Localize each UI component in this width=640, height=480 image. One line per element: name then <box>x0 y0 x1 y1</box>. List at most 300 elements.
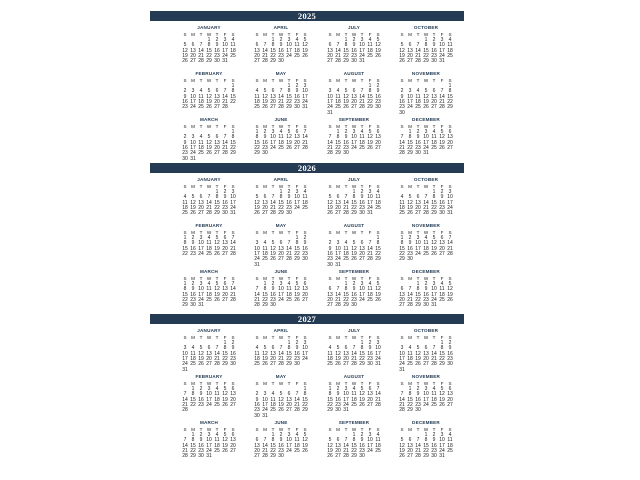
day-number: 19 <box>222 396 228 403</box>
day-number: 21 <box>423 204 429 211</box>
day-number: 25 <box>198 104 204 111</box>
day-number: 30 <box>302 256 308 263</box>
day-number: 29 <box>286 104 292 111</box>
day-number: 9 <box>344 134 348 141</box>
day-number: 21 <box>431 355 437 362</box>
day-number: 2 <box>344 129 348 135</box>
day-number: 21 <box>230 291 236 298</box>
weekday-label: S <box>400 32 404 37</box>
day-number: 10 <box>407 93 413 100</box>
day-number: 3 <box>263 391 267 398</box>
day-number: 4 <box>376 432 380 438</box>
day-number: 9 <box>215 42 219 49</box>
day-number: 4 <box>199 134 203 141</box>
day-number: 26 <box>294 296 300 303</box>
day-number: 4 <box>336 88 340 95</box>
day-number: 2 <box>432 37 436 43</box>
day-number: 20 <box>415 204 421 211</box>
day-number: 25 <box>286 296 292 303</box>
day-number: 22 <box>375 250 381 257</box>
month-february <box>181 374 237 418</box>
day-number: 5 <box>376 281 380 287</box>
day-number: 3 <box>432 281 436 287</box>
day-number: 16 <box>415 396 421 403</box>
day-number: 1 <box>183 235 187 241</box>
day-number: 26 <box>375 52 381 59</box>
day-number: 31 <box>206 453 212 460</box>
month-april <box>253 177 309 221</box>
day-number: 14 <box>198 47 204 54</box>
day-number: 10 <box>262 396 268 403</box>
day-number: 20 <box>214 98 220 105</box>
day-number: 20 <box>302 291 308 298</box>
day-number: 18 <box>278 139 284 146</box>
day-number: 13 <box>447 134 453 141</box>
calendar-page <box>150 11 464 467</box>
day-number: 12 <box>262 93 268 100</box>
day-number: 17 <box>431 291 437 298</box>
weekday-label: T <box>199 276 203 281</box>
day-number: 3 <box>400 345 404 352</box>
day-number: 30 <box>351 58 357 65</box>
day-number: 27 <box>198 210 204 217</box>
day-number: 12 <box>222 437 228 444</box>
weekday-label: S <box>376 78 380 83</box>
weekday-label: M <box>263 184 267 189</box>
day-number: 10 <box>359 42 365 49</box>
weekday-label: F <box>295 32 299 37</box>
day-number: 12 <box>262 350 268 357</box>
day-number: 24 <box>423 144 429 151</box>
weekday-label: W <box>206 230 212 235</box>
day-number: 18 <box>206 245 212 252</box>
day-number: 5 <box>271 240 275 247</box>
day-number: 18 <box>343 250 349 257</box>
day-number: 29 <box>359 361 365 368</box>
weekday-label: T <box>287 427 291 432</box>
day-number: 1 <box>223 340 227 346</box>
day-number: 27 <box>367 401 373 408</box>
weekday-label: T <box>432 32 436 37</box>
month-name: MAY <box>275 223 287 228</box>
day-number: 4 <box>416 88 420 95</box>
month-name: FEBRUARY <box>195 374 223 379</box>
weekday-label: S <box>328 32 332 37</box>
day-number: 10 <box>423 391 429 398</box>
day-number: 16 <box>375 93 381 100</box>
day-number: 7 <box>336 286 340 293</box>
day-number: 12 <box>431 240 437 247</box>
weekday-label: F <box>295 335 299 340</box>
weekday-label: W <box>206 184 212 189</box>
day-number: 13 <box>407 47 413 54</box>
day-number: 9 <box>352 42 356 49</box>
weekday-label: M <box>408 276 412 281</box>
weekday-label: S <box>303 381 307 386</box>
day-number: 20 <box>206 355 212 362</box>
day-number: 17 <box>327 98 333 105</box>
day-number: 19 <box>222 442 228 449</box>
weekday-label: W <box>278 276 284 281</box>
day-number: 17 <box>447 199 453 206</box>
day-number: 12 <box>415 350 421 357</box>
day-number: 27 <box>447 144 453 151</box>
day-number: 18 <box>431 139 437 146</box>
day-number: 18 <box>182 204 188 211</box>
day-number: 11 <box>351 391 357 398</box>
day-number: 13 <box>439 240 445 247</box>
day-number: 12 <box>270 245 276 252</box>
weekday-label: S <box>448 184 452 189</box>
weekday-label: T <box>344 276 348 281</box>
day-number: 16 <box>286 199 292 206</box>
day-number: 24 <box>375 355 381 362</box>
weekday-label: S <box>376 184 380 189</box>
day-number: 1 <box>303 386 307 392</box>
day-number: 4 <box>183 194 187 201</box>
day-number: 19 <box>439 396 445 403</box>
weekday-label: F <box>295 381 299 386</box>
weekday-label: T <box>215 230 219 235</box>
day-number: 14 <box>343 199 349 206</box>
day-number: 28 <box>415 58 421 65</box>
day-number: 4 <box>215 386 219 392</box>
day-number: 19 <box>294 291 300 298</box>
day-number: 24 <box>431 296 437 303</box>
day-number: 12 <box>182 47 188 54</box>
day-number: 1 <box>279 189 283 195</box>
day-number: 16 <box>415 139 421 146</box>
day-number: 18 <box>294 47 300 54</box>
day-number: 9 <box>231 345 235 352</box>
weekday-label: S <box>328 184 332 189</box>
day-number: 14 <box>343 442 349 449</box>
day-number: 12 <box>222 391 228 398</box>
weekday-label: S <box>328 381 332 386</box>
day-number: 16 <box>335 396 341 403</box>
day-number: 4 <box>199 88 203 95</box>
day-number: 15 <box>423 47 429 54</box>
day-number: 24 <box>270 144 276 151</box>
day-number: 2 <box>199 432 203 438</box>
day-number: 10 <box>367 194 373 201</box>
year-block-2026 <box>150 163 464 307</box>
day-number: 14 <box>294 396 300 403</box>
weekday-label: M <box>336 32 340 37</box>
day-number: 28 <box>262 453 268 460</box>
day-number: 6 <box>400 286 404 293</box>
day-number: 1 <box>368 83 372 89</box>
month-name: JANUARY <box>197 177 221 182</box>
day-number: 4 <box>400 194 404 201</box>
day-number: 24 <box>407 104 413 111</box>
day-number: 23 <box>222 204 228 211</box>
weekday-label: S <box>448 230 452 235</box>
day-number: 1 <box>352 432 356 438</box>
month-name: FEBRUARY <box>195 223 223 228</box>
day-number: 27 <box>190 58 196 65</box>
day-number: 22 <box>367 98 373 105</box>
weekday-label: T <box>344 381 348 386</box>
weekday-label: T <box>416 230 420 235</box>
day-number: 9 <box>400 93 404 100</box>
day-number: 30 <box>439 210 445 217</box>
day-number: 9 <box>408 240 412 247</box>
day-number: 21 <box>254 296 260 303</box>
weekday-label: M <box>263 78 267 83</box>
day-number: 5 <box>199 345 203 352</box>
day-number: 22 <box>270 52 276 59</box>
day-number: 10 <box>230 194 236 201</box>
day-number: 28 <box>351 361 357 368</box>
day-number: 20 <box>447 396 453 403</box>
day-number: 2 <box>432 432 436 438</box>
day-number: 2 <box>408 235 412 241</box>
day-number: 3 <box>303 340 307 346</box>
weekday-label: T <box>416 32 420 37</box>
day-number: 31 <box>423 150 429 157</box>
day-number: 25 <box>190 361 196 368</box>
weekday-label: W <box>423 335 429 340</box>
day-number: 7 <box>352 345 356 352</box>
day-number: 21 <box>214 355 220 362</box>
day-number: 3 <box>344 386 348 392</box>
weekday-label: T <box>360 32 364 37</box>
day-number: 18 <box>254 355 260 362</box>
day-number: 7 <box>328 134 332 141</box>
weekday-label: T <box>271 124 275 129</box>
weekday-label: T <box>432 184 436 189</box>
weekday-label: S <box>328 335 332 340</box>
day-number: 6 <box>352 88 356 95</box>
day-number: 28 <box>359 104 365 111</box>
day-number: 29 <box>182 302 188 309</box>
day-number: 21 <box>343 204 349 211</box>
day-number: 16 <box>190 291 196 298</box>
weekday-label: F <box>223 124 227 129</box>
day-number: 15 <box>190 442 196 449</box>
weekday-label: S <box>400 184 404 189</box>
day-number: 30 <box>335 407 341 414</box>
day-number: 25 <box>198 150 204 157</box>
day-number: 25 <box>415 104 421 111</box>
day-number: 7 <box>183 391 187 398</box>
day-number: 2 <box>215 37 219 43</box>
day-number: 26 <box>439 144 445 151</box>
day-number: 25 <box>327 361 333 368</box>
weekday-label: W <box>351 32 357 37</box>
day-number: 12 <box>206 93 212 100</box>
month-february <box>181 71 237 115</box>
day-number: 6 <box>416 194 420 201</box>
year-block-2025 <box>150 11 464 162</box>
day-number: 3 <box>271 129 275 135</box>
day-number: 1 <box>400 235 404 241</box>
day-number: 19 <box>407 204 413 211</box>
day-number: 7 <box>223 134 227 141</box>
day-number: 6 <box>440 235 444 241</box>
day-number: 7 <box>448 235 452 241</box>
day-number: 26 <box>327 453 333 460</box>
day-number: 13 <box>286 396 292 403</box>
day-number: 16 <box>270 291 276 298</box>
day-number: 23 <box>407 250 413 257</box>
day-number: 23 <box>294 355 300 362</box>
day-number: 10 <box>270 134 276 141</box>
day-number: 15 <box>423 442 429 449</box>
weekday-label: T <box>287 276 291 281</box>
month-february <box>181 223 237 267</box>
day-number: 18 <box>407 355 413 362</box>
day-number: 14 <box>182 442 188 449</box>
weekday-label: T <box>432 427 436 432</box>
day-number: 29 <box>375 256 381 263</box>
day-number: 6 <box>231 432 235 438</box>
day-number: 25 <box>262 256 268 263</box>
day-number: 3 <box>183 345 187 352</box>
day-number: 12 <box>447 286 453 293</box>
day-number: 13 <box>190 47 196 54</box>
day-number: 22 <box>294 250 300 257</box>
day-number: 3 <box>328 88 332 95</box>
day-number: 8 <box>183 240 187 247</box>
day-number: 19 <box>439 139 445 146</box>
day-number: 17 <box>198 245 204 252</box>
day-number: 19 <box>415 355 421 362</box>
day-number: 6 <box>408 437 412 444</box>
month-december <box>398 269 454 313</box>
weekday-label: F <box>440 381 444 386</box>
day-number: 22 <box>222 355 228 362</box>
day-number: 25 <box>270 407 276 414</box>
day-number: 21 <box>399 144 405 151</box>
weekday-label: S <box>255 78 259 83</box>
weekday-label: W <box>206 276 212 281</box>
day-number: 15 <box>343 291 349 298</box>
day-number: 2 <box>271 281 275 287</box>
day-number: 27 <box>359 256 365 263</box>
day-number: 19 <box>447 291 453 298</box>
day-number: 29 <box>222 361 228 368</box>
day-number: 14 <box>327 139 333 146</box>
day-number: 1 <box>271 37 275 43</box>
day-number: 23 <box>270 296 276 303</box>
day-number: 25 <box>335 104 341 111</box>
day-number: 12 <box>399 47 405 54</box>
day-number: 6 <box>432 88 436 95</box>
weekday-label: T <box>215 184 219 189</box>
day-number: 18 <box>351 396 357 403</box>
day-number: 11 <box>206 240 212 247</box>
day-number: 1 <box>440 340 444 346</box>
day-number: 24 <box>286 447 292 454</box>
day-number: 12 <box>343 93 349 100</box>
day-number: 21 <box>198 52 204 59</box>
weekday-label: W <box>423 78 429 83</box>
day-number: 31 <box>335 261 341 268</box>
day-number: 24 <box>399 361 405 368</box>
day-number: 10 <box>399 350 405 357</box>
weekday-label: M <box>191 230 195 235</box>
weekday-label: S <box>303 124 307 129</box>
day-number: 5 <box>328 437 332 444</box>
day-number: 12 <box>327 199 333 206</box>
day-number: 22 <box>302 401 308 408</box>
day-number: 9 <box>255 396 259 403</box>
day-number: 13 <box>262 199 268 206</box>
day-number: 27 <box>302 296 308 303</box>
day-number: 2 <box>336 386 340 392</box>
day-number: 17 <box>302 350 308 357</box>
day-number: 21 <box>447 245 453 252</box>
weekday-label: S <box>303 276 307 281</box>
day-number: 4 <box>303 189 307 195</box>
day-number: 13 <box>431 93 437 100</box>
day-number: 15 <box>230 139 236 146</box>
day-number: 12 <box>367 134 373 141</box>
month-september <box>326 420 382 464</box>
day-number: 1 <box>231 129 235 135</box>
weekday-label: W <box>351 230 357 235</box>
day-number: 21 <box>407 296 413 303</box>
day-number: 8 <box>424 42 428 49</box>
day-number: 26 <box>359 401 365 408</box>
day-number: 26 <box>262 361 268 368</box>
day-number: 2 <box>255 391 259 398</box>
month-november <box>398 223 454 267</box>
day-number: 5 <box>215 235 219 241</box>
day-number: 29 <box>270 453 276 460</box>
day-number: 29 <box>286 361 292 368</box>
month-name: JULY <box>347 25 361 30</box>
day-number: 26 <box>222 401 228 408</box>
day-number: 27 <box>214 104 220 111</box>
weekday-label: W <box>278 381 284 386</box>
day-number: 5 <box>303 37 307 43</box>
day-number: 20 <box>294 139 300 146</box>
day-number: 19 <box>302 47 308 54</box>
day-number: 17 <box>278 291 284 298</box>
day-number: 28 <box>230 250 236 257</box>
weekday-label: F <box>440 427 444 432</box>
day-number: 21 <box>439 98 445 105</box>
day-number: 17 <box>399 355 405 362</box>
day-number: 3 <box>368 189 372 195</box>
weekday-label: T <box>360 427 364 432</box>
day-number: 17 <box>439 47 445 54</box>
day-number: 29 <box>431 210 437 217</box>
day-number: 18 <box>327 355 333 362</box>
day-number: 21 <box>270 204 276 211</box>
day-number: 21 <box>415 52 421 59</box>
weekday-label: W <box>351 335 357 340</box>
day-number: 8 <box>408 391 412 398</box>
day-number: 10 <box>206 437 212 444</box>
day-number: 16 <box>343 139 349 146</box>
month-name: JULY <box>347 328 361 333</box>
day-number: 19 <box>367 139 373 146</box>
day-number: 13 <box>375 134 381 141</box>
day-number: 5 <box>207 134 211 141</box>
weekday-label: T <box>271 32 275 37</box>
day-number: 11 <box>302 194 308 201</box>
day-number: 20 <box>399 296 405 303</box>
day-number: 17 <box>351 139 357 146</box>
day-number: 24 <box>198 250 204 257</box>
day-number: 17 <box>254 250 260 257</box>
day-number: 2 <box>279 432 283 438</box>
day-number: 23 <box>278 447 284 454</box>
